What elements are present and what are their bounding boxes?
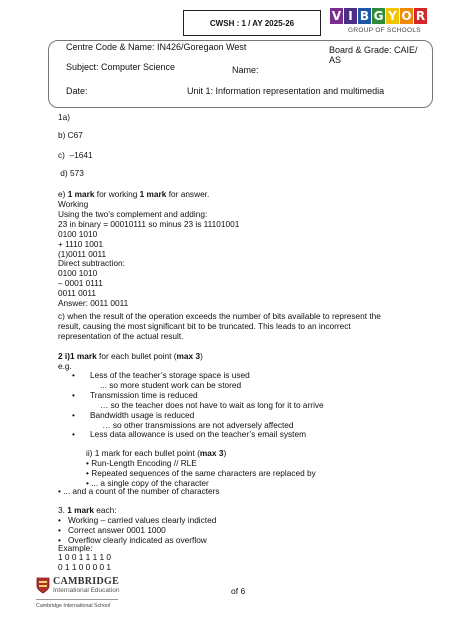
working-line: (1)0011 0011 xyxy=(58,248,107,259)
bullet-text: Less of the teacher’s storage space is used xyxy=(90,370,250,380)
q1a: 1a) xyxy=(58,112,70,122)
logo-letter: B xyxy=(359,9,370,23)
q1c: c) –1641 xyxy=(58,150,93,160)
q1c-line: representation of the actual result. xyxy=(58,330,184,341)
q3-end: each: xyxy=(94,505,117,515)
list-item: • Transmission time is reduced xyxy=(72,389,198,400)
cambridge-wordmark: CAMBRIDGE xyxy=(53,576,120,587)
q2ii-last: • ... and a count of the number of characters xyxy=(58,486,220,496)
working-line: – 0001 0111 xyxy=(58,278,103,289)
working-line: Working xyxy=(58,199,89,209)
q1e-mark1: 1 mark xyxy=(67,189,95,199)
name-label: Name: xyxy=(232,65,259,75)
unit-title: Unit 1: Information representation and multimedia xyxy=(187,86,385,96)
q3-list xyxy=(58,516,216,546)
q2-eg: e.g. xyxy=(58,361,72,371)
board-grade: Board & Grade: CAIE/ AS xyxy=(329,45,418,65)
q3-row-1: 1 0 0 1 1 1 1 0 xyxy=(58,552,112,562)
q2-bullet-list xyxy=(72,371,442,440)
bullet-text: Less data allowance is used on the teacher’s email system xyxy=(90,429,306,440)
working-line: 0011 0011 xyxy=(58,288,96,299)
cambridge-shield-icon xyxy=(36,577,50,594)
list-subitem: … so the teacher does not have to wait as long for it to arrive xyxy=(100,399,324,410)
bullet-text: Correct answer 0001 1000 xyxy=(68,524,166,535)
subject: Subject: Computer Science xyxy=(66,62,176,72)
q1e-suffix: for answer. xyxy=(166,189,210,199)
date-label: Date: xyxy=(66,86,88,96)
list-item: • Bandwidth usage is reduced xyxy=(72,409,195,420)
q1c-line: result, causing the most significant bit to be truncated. This leads to an incorrect xyxy=(58,320,351,331)
list-item: • Overflow clearly indicated as overflow xyxy=(58,534,207,545)
q1b: b) C67 xyxy=(58,130,83,140)
q2-mid: for each bullet point ( xyxy=(96,351,177,361)
list-item: • ... a single copy of the character xyxy=(86,477,209,488)
centre-code: Centre Code & Name: IN426/Goregaon West xyxy=(66,42,247,52)
logo-letter: R xyxy=(415,9,426,23)
logo-letter: V xyxy=(331,9,342,23)
list-subitem: … so other transmissions are not adversely affected xyxy=(100,419,294,430)
list-item: • Repeated sequences of the same characters are replaced by xyxy=(86,467,316,478)
q2-head xyxy=(58,352,203,362)
working-line: 0100 1010 xyxy=(58,268,98,279)
q3-example: Example: xyxy=(58,543,93,553)
q1e-prefix: e) xyxy=(58,189,68,199)
cambridge-school: Cambridge International School xyxy=(36,603,111,609)
page-count: of 6 xyxy=(231,586,246,596)
list-subitem: ... so more student work can be stored xyxy=(100,379,242,390)
list-item: • Less data allowance is used on the teacher’s email system xyxy=(72,429,306,440)
logo-subtitle: GROUP OF SCHOOLS xyxy=(348,27,421,34)
q2ii-list xyxy=(86,459,316,489)
logo-letter: I xyxy=(344,8,357,24)
q1e-mid: for working xyxy=(94,189,140,199)
working-line: Answer: 0011 0011 xyxy=(58,298,129,309)
q2-max: max 3 xyxy=(176,351,201,361)
working-line: Using the two’s complement and adding: xyxy=(58,208,208,219)
working-line: 23 in binary = 00010111 so minus 23 is 11101001 xyxy=(58,218,240,229)
q3-mark: 1 mark xyxy=(67,505,94,515)
cwsh-label: CWSH : 1 / AY 2025-26 xyxy=(183,10,321,36)
bullet-text: Transmission time is reduced xyxy=(90,389,198,400)
list-item: • Correct answer 0001 1000 xyxy=(58,524,166,535)
list-item: • Working – carried values clearly indicted xyxy=(58,515,217,525)
q3-num: 3. xyxy=(58,505,68,515)
q1e-working xyxy=(58,200,239,309)
working-line: 0100 1010 xyxy=(58,228,98,239)
q2ii-end: ) xyxy=(223,448,227,458)
q2ii-label: ii) 1 mark for each bullet point ( xyxy=(86,448,200,458)
working-line: Direct subtraction: xyxy=(58,258,125,269)
cambridge-logo xyxy=(36,576,120,609)
q2-mark: 2 i)1 mark xyxy=(58,351,97,361)
q3-row-2: 0 1 1 0 0 0 0 1 xyxy=(58,562,112,572)
bullet-text: Bandwidth usage is reduced xyxy=(90,409,195,420)
q1e-mark2: 1 mark xyxy=(139,189,167,199)
q1c-paragraph xyxy=(58,312,458,342)
q2ii-max: max 3 xyxy=(199,448,224,458)
list-item: • Less of the teacher’s storage space is used xyxy=(72,370,250,380)
logo-letter: Y xyxy=(386,8,399,24)
q1d: d) 573 xyxy=(58,168,84,178)
logo-letter: G xyxy=(373,9,384,23)
working-line: + 1110 1001 xyxy=(58,238,104,249)
logo-letter: O xyxy=(401,9,412,23)
q1c-line: c) when the result of the operation exceeds the number of bits available to represent the xyxy=(58,311,381,321)
list-item: • Run-Length Encoding // RLE xyxy=(86,458,197,468)
bullet-text: Overflow clearly indicated as overflow xyxy=(68,534,207,545)
international-education: International Education xyxy=(53,587,120,594)
q2-end: ) xyxy=(200,351,203,361)
bullet-text: Working – carried values clearly indicted xyxy=(68,515,217,525)
